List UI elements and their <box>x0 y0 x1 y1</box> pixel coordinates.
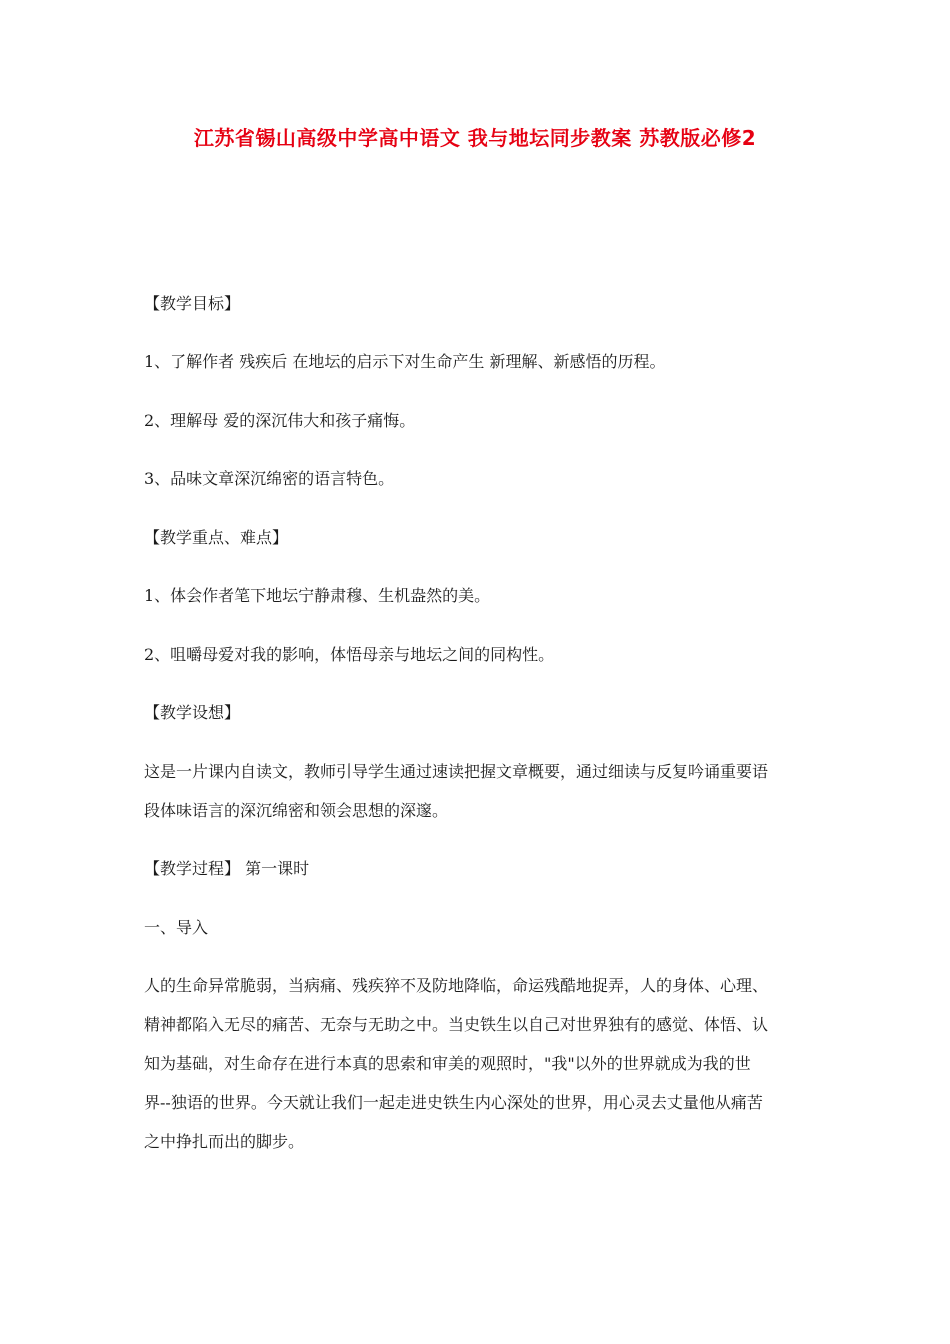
objective-item-2: 2、理解母 爱的深沉伟大和孩子痛悔。 <box>144 411 416 430</box>
intro-paragraph-line-2: 精神都陷入无尽的痛苦、无奈与无助之中。当史铁生以自己对世界独有的感觉、体悟、认 <box>144 1015 769 1034</box>
intro-paragraph-line-4: 界--独语的世界。今天就让我们一起走进史铁生内心深处的世界，用心灵去丈量他从痛苦 <box>144 1093 763 1112</box>
document-title: 江苏省锡山高级中学高中语文 我与地坛同步教案 苏教版必修2 <box>193 126 757 150</box>
section-heading-design: 【教学设想】 <box>144 703 241 722</box>
objective-item-3: 3、品味文章深沉绵密的语言特色。 <box>144 469 395 488</box>
intro-paragraph-line-1: 人的生命异常脆弱，当病痛、残疾猝不及防地降临，命运残酷地捉弄，人的身体、心理、 <box>144 976 769 995</box>
section-heading-objectives: 【教学目标】 <box>144 294 241 313</box>
intro-paragraph-line-5: 之中挣扎而出的脚步。 <box>144 1132 305 1151</box>
intro-paragraph-line-3: 知为基础，对生命存在进行本真的思索和审美的观照时，"我"以外的世界就成为我的世 <box>144 1054 751 1073</box>
section-heading-key-points: 【教学重点、难点】 <box>144 528 289 547</box>
design-paragraph-line-1: 这是一片课内自读文，教师引导学生通过速读把握文章概要，通过细读与反复吟诵重要语 <box>144 762 769 781</box>
objective-item-1: 1、了解作者 残疾后 在地坛的启示下对生命产生 新理解、新感悟的历程。 <box>144 352 666 371</box>
key-point-item-2: 2、咀嚼母爱对我的影响，体悟母亲与地坛之间的同构性。 <box>144 645 555 664</box>
section-heading-process: 【教学过程】 第一课时 <box>144 859 310 878</box>
key-point-item-1: 1、体会作者笔下地坛宁静肃穆、生机盎然的美。 <box>144 586 491 605</box>
design-paragraph-line-2: 段体味语言的深沉绵密和领会思想的深邃。 <box>144 801 449 820</box>
subheading-introduction: 一、导入 <box>144 918 209 937</box>
